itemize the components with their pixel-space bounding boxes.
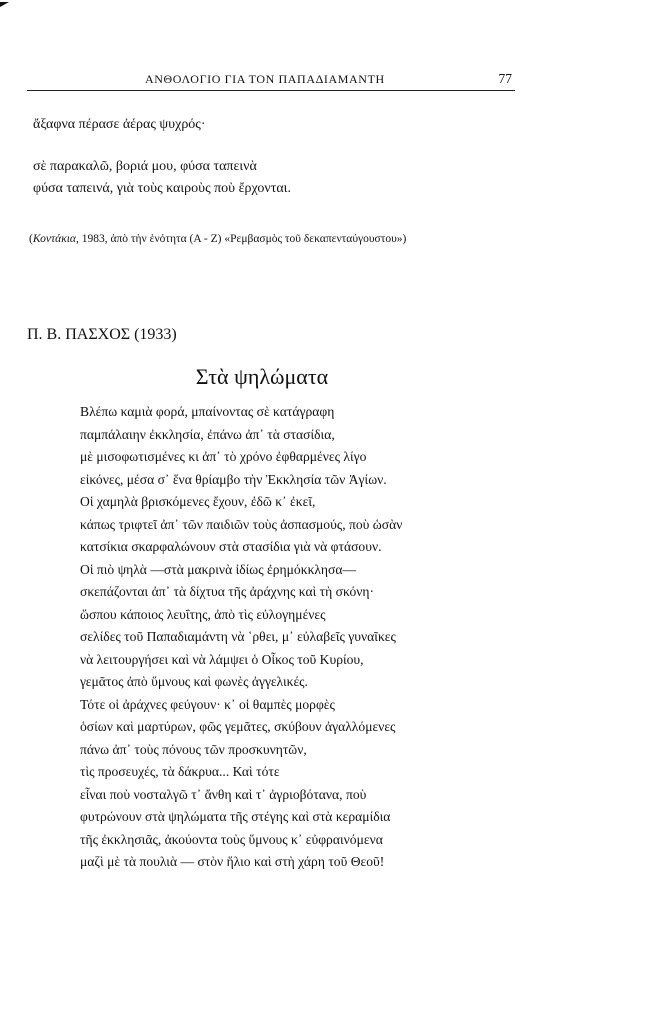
poem-line: πάνω ἀπ᾽ τοὺς πόνους τῶν προσκυνητῶν,	[80, 741, 307, 757]
poem-line: εἰκόνες, μέσα σ᾽ ἕνα θρίαμβο τὴν Ἐκκλησία τῶν Ἁγίων.	[80, 471, 387, 487]
poem-line: φυτρώνουν στὰ ψηλώματα τῆς στέγης καὶ στὰ κεραμίδια	[80, 809, 391, 824]
citation-work-title: Κοντάκια	[32, 233, 76, 245]
poem-line: τὶς προσευχές, τὰ δάκρυα... Καὶ τότε	[80, 764, 280, 779]
poem-line: Βλέπω καμιὰ φορά, μπαίνοντας σὲ κατάγραφη	[80, 404, 335, 419]
poem-line: κατσίκια σκαρφαλώνουν στὰ στασίδια γιὰ νὰ φτάσουν.	[80, 539, 382, 554]
poem-line: γεμᾶτος ἀπὸ ὕμνους καὶ φωνὲς ἀγγελικές.	[80, 674, 308, 689]
running-header-title: ΑΝΘΟΛΟΓΙΟ ΓΙΑ ΤΟΝ ΠΑΠΑΔΙΑΜΑΝΤΗ	[145, 72, 385, 86]
poem-line: Οἱ χαμηλὰ βρισκόμενες ἔχουν, ἐδῶ κ᾽ ἐκεῖ,	[80, 494, 316, 509]
poem-body	[80, 401, 402, 874]
running-header	[27, 70, 515, 91]
poem-author: Π. Β. ΠΑΣΧΟΣ (1933)	[27, 326, 177, 343]
scan-corner-mark	[0, 2, 9, 7]
poem-line: Οἱ πιὸ ψηλὰ —στὰ μακρινὰ ἰδίως ἐρημόκκλησα—	[80, 561, 357, 577]
poem-line: παμπάλαιην ἐκκλησία, ἐπάνω ἀπ᾽ τὰ στασίδια,	[80, 426, 335, 442]
poem-line: νὰ λειτουργήσει καὶ νὰ λάμψει ὁ Οἶκος τοῦ Κυρίου,	[80, 651, 364, 667]
poem-line: ὥσπου κάποιος λευΐτης, ἀπὸ τὶς εὐλογημένες	[80, 606, 326, 622]
poem-line: Τότε οἱ ἀράχνες φεύγουν· κ᾽ οἱ θαμπὲς μορφὲς	[80, 696, 335, 712]
poem-line: μαζὶ μὲ τὰ πουλιὰ — στὸν ἥλιο καὶ στὴ χάρη τοῦ Θεοῦ!	[80, 854, 385, 869]
previous-poem-line: σὲ παρακαλῶ, βοριά μου, φύσα ταπεινὰ	[33, 159, 257, 174]
page-number: 77	[498, 71, 512, 86]
poem-line: σκεπάζονται ἀπ᾽ τὰ δίχτυα τῆς ἀράχνης καὶ τὴ σκόνη·	[80, 584, 375, 599]
poem-line: μὲ μισοφωτισμένες κι ἀπ᾽ τὸ χρόνο ἐφθαρμένες λίγο	[80, 449, 367, 464]
poem-line: ὁσίων καὶ μαρτύρων, φῶς γεμᾶτες, σκύβουν ἀγαλλόμενες	[80, 719, 396, 734]
citation-open-paren: (	[29, 233, 33, 245]
poem-line: κάπως τριφτεῖ ἀπ᾽ τῶν παιδιῶν τοὺς ἀσπασμούς, ποὺ ὡσὰν	[80, 516, 403, 532]
previous-poem-citation	[29, 233, 406, 245]
previous-poem-line: φύσα ταπεινά, γιὰ τοὺς καιροὺς ποὺ ἔρχονται.	[33, 181, 291, 196]
poem-line: τῆς ἐκκλησιᾶς, ἀκούοντα τοὺς ὕμνους κ᾽ εὐφραινόμενα	[80, 831, 383, 847]
poem-title: Στὰ ψηλώματα	[195, 364, 329, 389]
poem-line: σελίδες τοῦ Παπαδιαμάντη νὰ ῾ρθει, μ᾽ εὐλαβεῖς γυναῖκες	[80, 629, 396, 644]
previous-poem-line: ἄξαφνα πέρασε ἀέρας ψυχρός·	[33, 117, 206, 132]
citation-details: , 1983, ἀπὸ τὴν ἑνότητα (Α - Ζ) «Ρεμβασμὸς τοῦ δεκαπενταύγουστου»)	[75, 233, 407, 245]
poem-line: εἶναι ποὺ νοσταλγῶ τ᾽ ἄνθη καὶ τ᾽ ἀγριοβότανα, ποὺ	[80, 786, 367, 802]
